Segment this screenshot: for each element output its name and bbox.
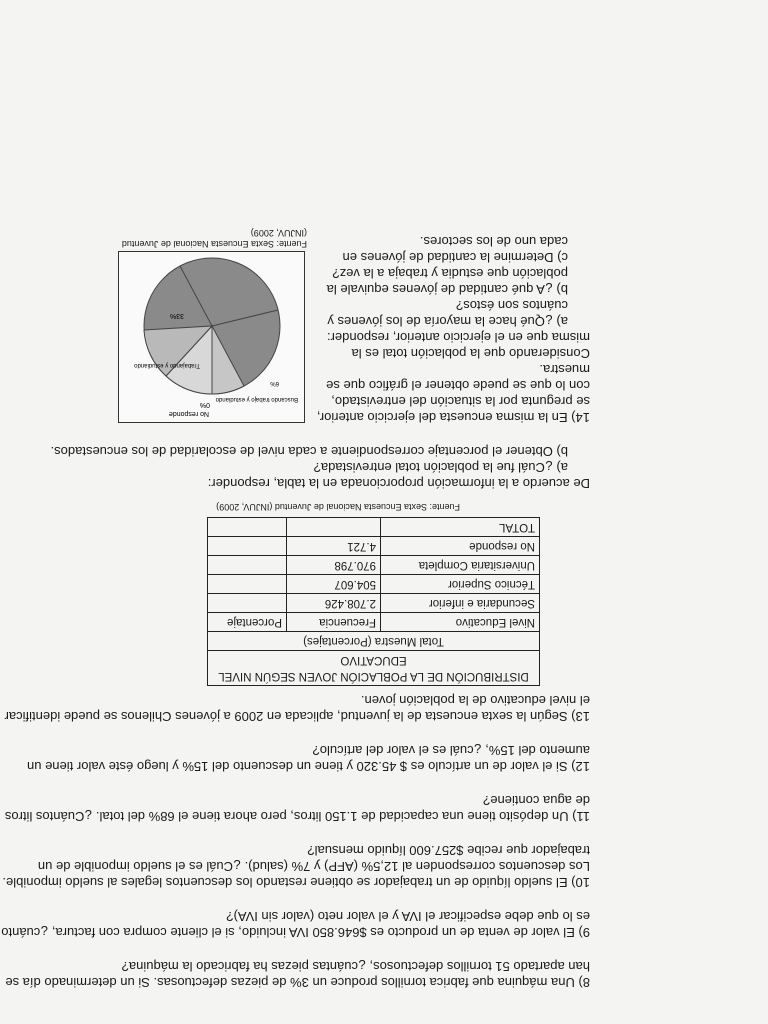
question-13-text: 13) Según la sexta encuesta de la juventud, aplicada en 2009 a jóvenes Chilenos se puede identificar el nivel educativo de la población joven.	[4, 693, 590, 724]
table-row	[208, 594, 540, 613]
pie-label-buscando: Buscando trabajo y estudiando	[215, 396, 298, 402]
table-row	[208, 518, 540, 537]
table-cell	[208, 556, 287, 575]
table-subtitle-row	[208, 632, 540, 651]
question-9-text: 9) El valor de venta de un producto es $646.850 IVA incluido, si el cliente compra con factura, ¿cuánto es lo que debe especificar el IVA y el valor neto (valor sin IVA)?	[1, 909, 590, 940]
question-11-text: 11) Un depósito tiene una capacidad de 1.150 litros, pero ahora tiene el 68% del total. ¿Cuántos litros de agua contiene?	[4, 793, 590, 824]
question-9	[0, 908, 590, 940]
table-cell: No responde	[381, 537, 540, 556]
table-cell: 2.708.426	[287, 594, 381, 613]
worksheet-content	[0, 220, 590, 1014]
question-8-text: 8) Una máquina que fabrica tornillos produce un 3% de piezas defectuosas. Si un determinado día se han apartado 51 tornillos defectuosos, ¿cuántas piezas ha fabricado la máquina?	[5, 959, 590, 990]
table-header: Nivel Educativo	[381, 613, 540, 632]
pie-label-estudiando-pct: 33%	[169, 312, 184, 319]
table-cell: 504.607	[287, 575, 381, 594]
pie-label-no-responde-pct: 0%	[199, 401, 210, 408]
table-cell	[208, 594, 287, 613]
table-header: Frecuencia	[287, 613, 381, 632]
table-title: DISTRIBUCIÓN DE LA POBLACIÓN JOVEN SEGÚN NIVEL EDUCATIVO	[208, 651, 540, 686]
table-title-row	[208, 651, 540, 686]
table-cell: TOTAL	[381, 518, 540, 537]
question-14-b: b) ¿A qué cantidad de jóvenes equivale la población que estudia y trabaja a la vez?	[326, 266, 568, 297]
question-13-b: b) Obtener el porcentaje correspondiente a cada nivel de escolaridad de los encuestados.	[50, 444, 568, 459]
question-10-text: 10) El sueldo líquido de un trabajador se obtiene restando los descuentos legales al sueldo imponible. Los descuentos corresponden al 12,5% (AFP) y 7% (salud). ¿Cuál es el sueldo imponible de un trabajador que recibe $257.600 líquido mensual?	[2, 843, 590, 890]
question-14-text1: 14) En la misma encuesta del ejercicio anterior, se pregunta por la situación del entrevistado, con lo que se puede obtener el gráfico que se muestra.	[316, 362, 590, 425]
distribution-table-wrapper	[140, 499, 540, 686]
question-11	[0, 792, 590, 824]
table-cell	[208, 537, 287, 556]
pie-label-trabajando: Trabajando y estudiando	[134, 362, 200, 368]
table-source: Fuente: Sexta Encuesta Nacional de Juventud (INJUV, 2009)	[216, 502, 460, 512]
question-10	[0, 842, 590, 890]
question-14-a: a) ¿Qué hace la mayoría de los jóvenes y cuántos son éstos?	[327, 298, 568, 329]
pie-chart-source: Fuente: Sexta Encuesta Nacional de Juventud (INJUV, 2009)	[121, 228, 307, 249]
table-cell: 970.798	[287, 556, 381, 575]
question-8	[0, 958, 590, 990]
table-cell	[287, 518, 381, 537]
pie-label-no-responde: No responde	[168, 410, 209, 417]
table-cell: Secundaria e inferior	[381, 594, 540, 613]
table-header-row	[208, 613, 540, 632]
question-13	[0, 443, 590, 724]
question-14-subitems	[315, 233, 590, 329]
table-cell: 4.721	[287, 537, 381, 556]
question-14	[0, 220, 590, 425]
pie-chart-box	[118, 251, 305, 423]
table-cell	[208, 575, 287, 594]
question-13-subitems	[0, 443, 590, 475]
table-header: Porcentaje	[208, 613, 287, 632]
question-13-intro: De acuerdo a la información proporcionada en la tabla, responder:	[207, 476, 590, 491]
table-cell: Universitaria Completa	[381, 556, 540, 575]
table-row	[208, 537, 540, 556]
table-cell: Técnico Superior	[381, 575, 540, 594]
question-14-text2: Considerando que la población total es la misma que en el ejercicio anterior, responder:	[326, 330, 590, 361]
pie-label-buscando-pct: 6%	[270, 380, 279, 386]
table-cell	[208, 518, 287, 537]
question-14-text-column	[315, 233, 590, 425]
question-12-text: 12) Si el valor de un artículo es $ 45.320 y tiene un descuento del 15% y luego éste valor tiene un aumento del 15%, ¿cuál es el valor del artículo?	[27, 743, 590, 774]
distribution-table	[207, 517, 540, 686]
pie-chart	[119, 252, 304, 422]
question-13-a: a) ¿Cuál fue la población total entrevistada?	[313, 460, 568, 475]
table-subtitle: Total Muestra (Porcentajes)	[208, 632, 540, 651]
table-row	[208, 556, 540, 575]
question-14-c: c) Determine la cantidad de jóvenes en cada uno de los sectores.	[342, 234, 568, 265]
question-12	[0, 742, 590, 774]
table-row	[208, 575, 540, 594]
